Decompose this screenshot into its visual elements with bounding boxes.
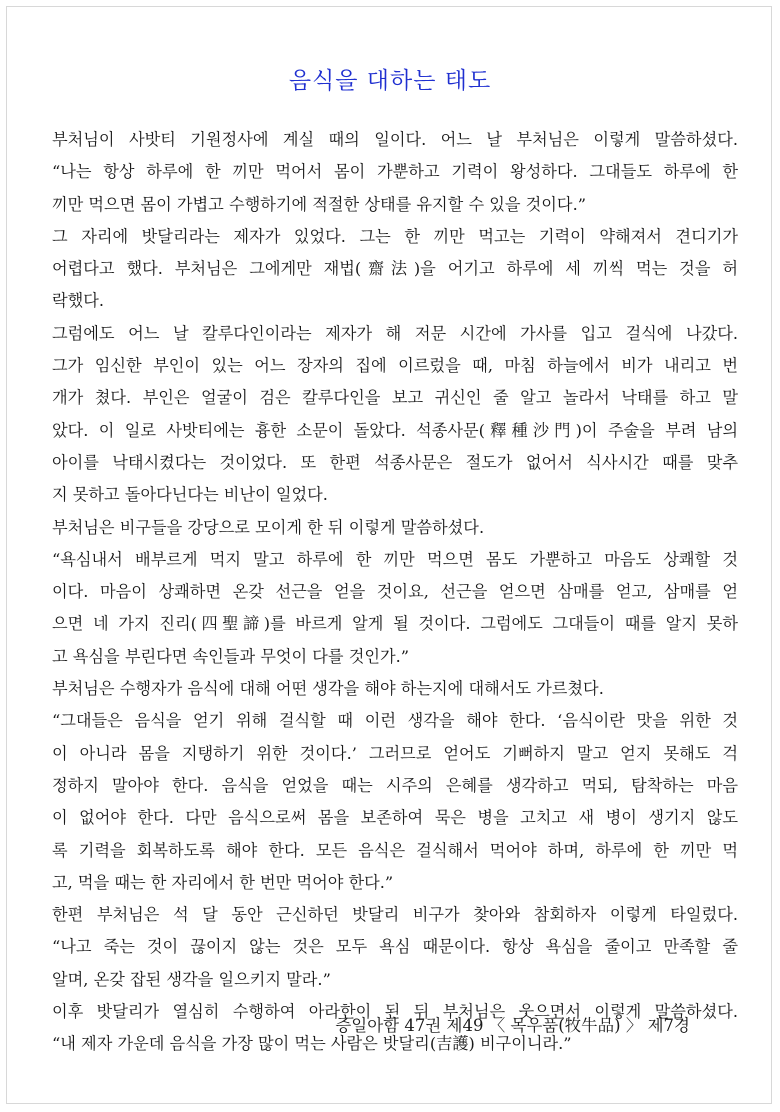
body-line: “나고 죽는 것이 끊이지 않는 것은 모두 욕심 때문이다. 항상 욕심을 줄이고 만족할 줄 [52, 937, 738, 957]
body-line: “나는 항상 하루에 한 끼만 먹어서 몸이 가뿐하고 기력이 왕성하다. 그대들도 하루에 한 [52, 162, 738, 182]
article-body [52, 124, 738, 1061]
body-line: 이 없어야 한다. 다만 음식으로써 몸을 보존하여 묵은 병을 고치고 새 병이 생기지 않도 [52, 808, 738, 828]
body-line: 이후 밧달리가 열심히 수행하여 아라한이 된 뒤 부처님은 웃으면서 이렇게 말씀하셨다. [52, 1002, 738, 1022]
body-line: 그 자리에 밧달리라는 제자가 있었다. 그는 한 끼만 먹고는 기력이 약해져서 견디기가 [52, 226, 738, 246]
body-line: 고, 먹을 때는 한 자리에서 한 번만 먹어야 한다.” [52, 872, 394, 892]
body-line: “욕심내서 배부르게 먹지 말고 하루에 한 끼만 먹으면 몸도 가뿐하고 마음도 상쾌할 것 [52, 549, 738, 569]
page-title: 음식을 대하는 태도 [288, 68, 492, 94]
body-line: 아이를 낙태시켰다는 것이었다. 또 한편 석종사문은 절도가 없어서 식사시간 때를 맞추 [52, 452, 738, 472]
body-line: “내 제자 가운데 음식을 가장 많이 먹는 사람은 밧달리(吉護) 비구이니라.” [52, 1034, 572, 1054]
body-line: 록 기력을 회복하도록 해야 한다. 모든 음식은 걸식해서 먹어야 하며, 하루에 한 끼만 먹 [52, 840, 738, 860]
body-line: 지 못하고 돌아다닌다는 비난이 일었다. [52, 485, 328, 505]
body-line: 이다. 마음이 상쾌하면 온갖 선근을 얻을 것이요, 선근을 얻으면 삼매를 얻고, 삼매를 얻 [52, 582, 738, 602]
body-line: 부처님이 사밧티 기원정사에 계실 때의 일이다. 어느 날 부처님은 이렇게 말씀하셨다. [52, 130, 738, 149]
body-line: 한편 부처님은 석 달 동안 근신하던 밧달리 비구가 찾아와 참회하자 이렇게 타일렀다. [52, 905, 738, 925]
body-line: 끼만 먹으면 몸이 가볍고 수행하기에 적절한 상태를 유지할 수 있을 것이다.” [52, 194, 586, 214]
source-citation: 증일아함 47권 제49 〈 목우품(牧牛品) 〉 제7경 [335, 1016, 690, 1035]
body-line: 어렵다고 했다. 부처님은 그에게만 재법(齋法)을 어기고 하루에 세 끼씩 먹는 것을 허 [52, 259, 738, 279]
body-line: 부처님은 수행자가 음식에 대해 어떤 생각을 해야 하는지에 대해서도 가르쳤다. [52, 679, 604, 699]
body-line: 그럼에도 어느 날 칼루다인이라는 제자가 해 저문 시간에 가사를 입고 걸식에 나갔다. [52, 323, 738, 343]
body-line: 부처님은 비구들을 강당으로 모이게 한 뒤 이렇게 말씀하셨다. [52, 517, 485, 537]
body-line: 그가 임신한 부인이 있는 어느 장자의 집에 이르렀을 때, 마침 하늘에서 비가 내리고 번 [52, 356, 738, 376]
body-line: 알며, 온갖 잡된 생각을 일으키지 말라.” [52, 969, 331, 989]
body-line: 이 아니라 몸을 지탱하기 위한 것이다.’ 그러므로 얻어도 기뻐하지 말고 얻지 못해도 걱 [52, 743, 738, 763]
body-line: 개가 쳤다. 부인은 얼굴이 검은 칼루다인을 보고 귀신인 줄 알고 놀라서 낙태를 하고 말 [52, 388, 738, 408]
body-line: 고 욕심을 부린다면 속인들과 무엇이 다를 것인가.” [52, 646, 410, 666]
body-line: “그대들은 음식을 얻기 위해 걸식할 때 이런 생각을 해야 한다. ‘음식이란 맛을 위한 것 [52, 711, 738, 731]
body-line: 락했다. [52, 291, 105, 311]
body-line: 으면 네 가지 진리(四聖諦)를 바르게 알게 될 것이다. 그럼에도 그대들이 때를 알지 못하 [52, 614, 738, 634]
body-line: 았다. 이 일로 사밧티에는 흉한 소문이 돌았다. 석종사문(釋種沙門)이 주술을 부려 남의 [52, 420, 738, 440]
body-line: 정하지 말아야 한다. 음식을 얻었을 때는 시주의 은혜를 생각하고 먹되, 탐착하는 마음 [52, 775, 738, 795]
